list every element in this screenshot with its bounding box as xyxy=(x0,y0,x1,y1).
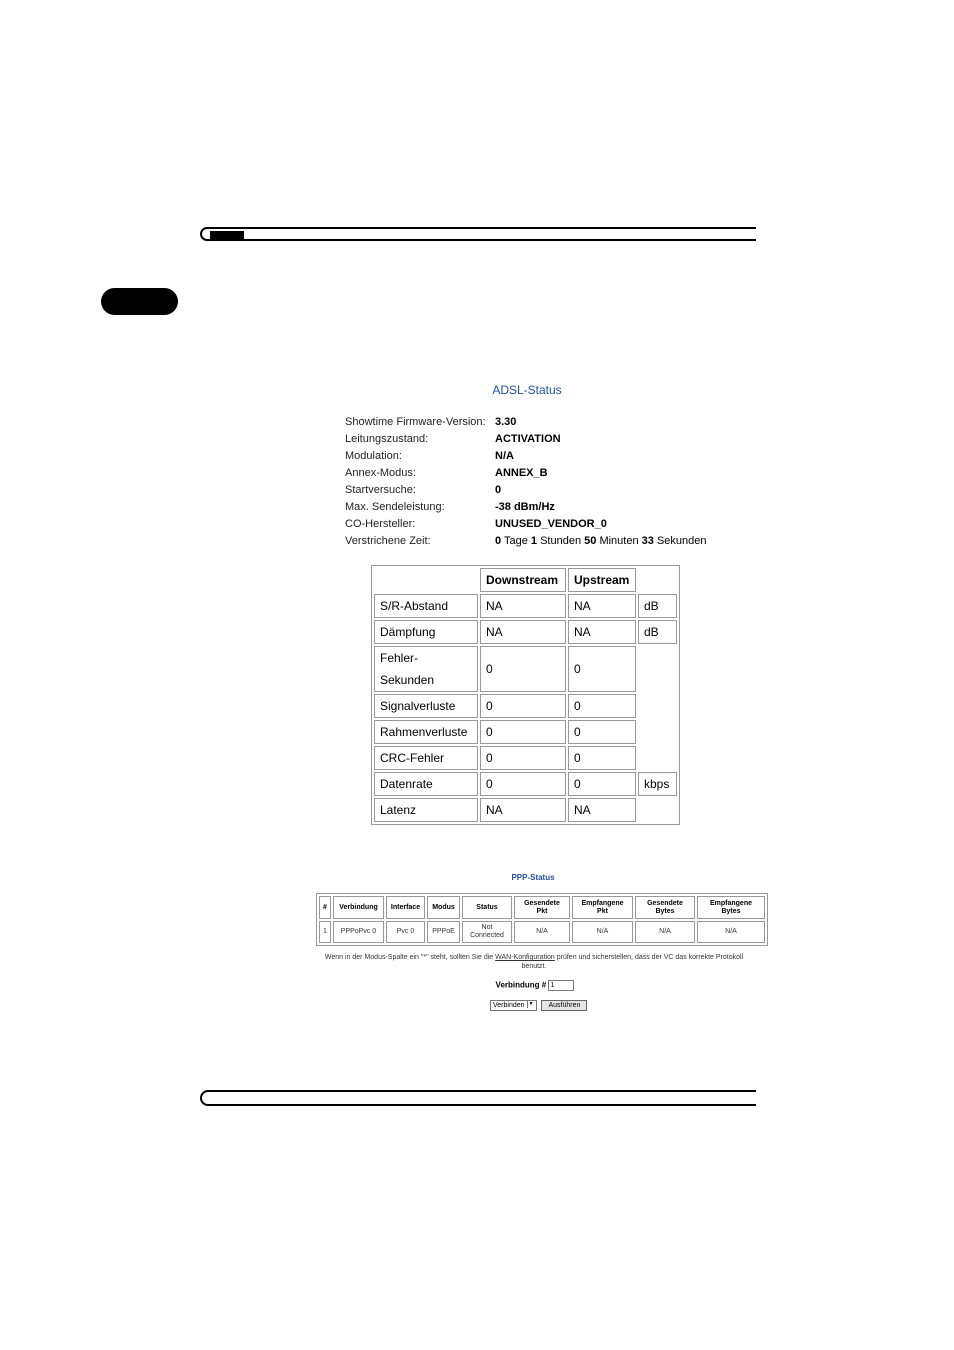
sent-bytes-cell: N/A xyxy=(635,921,695,943)
unit-cell: kbps xyxy=(638,772,677,796)
downstream-value: 0 xyxy=(480,694,566,718)
downstream-value: 0 xyxy=(480,720,566,744)
chapter-tab xyxy=(101,288,178,315)
connection-number-row xyxy=(0,980,954,991)
adsl-stats-table xyxy=(371,565,680,825)
info-value: UNUSED_VENDOR_0 xyxy=(495,518,607,530)
row-label: Datenrate xyxy=(374,772,478,796)
downstream-value: 0 xyxy=(480,646,566,692)
table-row xyxy=(374,620,677,644)
row-label: Signalverluste xyxy=(374,694,478,718)
info-row xyxy=(345,431,707,448)
info-label: Max. Sendeleistung: xyxy=(345,501,445,513)
elapsed-minutes-unit: Minuten xyxy=(599,535,639,547)
wan-config-link[interactable]: WAN-Konfiguration xyxy=(495,954,555,961)
row-label: Rahmenverluste xyxy=(374,720,478,744)
table-header-row xyxy=(319,896,765,919)
elapsed-days: 0 xyxy=(495,535,502,547)
footer-rule xyxy=(200,1090,756,1106)
info-label: Annex-Modus: xyxy=(345,467,416,479)
downstream-value: 0 xyxy=(480,772,566,796)
upstream-value: NA xyxy=(568,620,636,644)
mode-cell: PPPoE xyxy=(427,921,460,943)
info-value: 0 xyxy=(495,484,502,496)
info-label: Verstrichene Zeit: xyxy=(345,535,431,547)
row-label: S/R-Abstand xyxy=(374,594,478,618)
row-label: Dämpfung xyxy=(374,620,478,644)
run-button[interactable]: Ausführen xyxy=(541,1000,587,1011)
upstream-value: 0 xyxy=(568,720,636,744)
num-cell: 1 xyxy=(319,921,331,943)
sent-bytes-header: Gesendete Bytes xyxy=(635,896,695,919)
recv-bytes-cell: N/A xyxy=(697,921,765,943)
elapsed-seconds-unit: Sekunden xyxy=(656,535,707,547)
info-row xyxy=(345,465,707,482)
info-label: Leitungszustand: xyxy=(345,433,429,445)
info-label: Startversuche: xyxy=(345,484,416,496)
adsl-info-list xyxy=(345,414,707,550)
info-row xyxy=(345,499,707,516)
table-row xyxy=(374,798,677,822)
upstream-header: Upstream xyxy=(568,568,636,592)
row-label: Fehler-Sekunden xyxy=(374,646,478,692)
table-header-row xyxy=(374,568,677,592)
recv-bytes-header: Empfangene Bytes xyxy=(697,896,765,919)
sent-pkt-cell: N/A xyxy=(514,921,570,943)
ppp-hint-text: Wenn in der Modus-Spalte ein "*" steht, sollten Sie die WAN-Konfiguration prüfen und sicherstellen, dass der VC das korrekte Protokoll benutzt. xyxy=(324,954,744,970)
elapsed-days-unit: Tage xyxy=(503,535,528,547)
info-row xyxy=(345,414,707,431)
mode-header: Modus xyxy=(427,896,460,919)
connection-header: Verbindung xyxy=(333,896,384,919)
connection-cell: PPPoPvc 0 xyxy=(333,921,384,943)
table-row xyxy=(374,746,677,770)
elapsed-hours-unit: Stunden xyxy=(540,535,582,547)
header-rule xyxy=(200,227,756,241)
table-row xyxy=(374,772,677,796)
unit-cell: dB xyxy=(638,620,677,644)
recv-pkt-header: Empfangene Pkt xyxy=(572,896,633,919)
table-row xyxy=(374,694,677,718)
info-row xyxy=(345,516,707,533)
info-label: Showtime Firmware-Version: xyxy=(345,416,486,428)
downstream-value: NA xyxy=(480,798,566,822)
table-row xyxy=(374,594,677,618)
upstream-value: NA xyxy=(568,594,636,618)
upstream-value: NA xyxy=(568,798,636,822)
interface-header: Interface xyxy=(386,896,425,919)
elapsed-minutes: 50 xyxy=(584,535,597,547)
recv-pkt-cell: N/A xyxy=(572,921,633,943)
info-value: -38 dBm/Hz xyxy=(495,501,555,513)
upstream-value: 0 xyxy=(568,694,636,718)
info-value: N/A xyxy=(495,450,514,462)
downstream-value: NA xyxy=(480,620,566,644)
upstream-value: 0 xyxy=(568,746,636,770)
ppp-status-title: PPP-Status xyxy=(511,873,555,882)
sent-pkt-header: Gesendete Pkt xyxy=(514,896,570,919)
row-label: Latenz xyxy=(374,798,478,822)
elapsed-seconds: 33 xyxy=(641,535,654,547)
downstream-value: NA xyxy=(480,594,566,618)
table-row xyxy=(319,921,765,943)
table-row xyxy=(374,720,677,744)
num-header: # xyxy=(319,896,331,919)
downstream-header: Downstream xyxy=(480,568,566,592)
connection-number-label: Verbindung # xyxy=(495,980,547,990)
info-label: CO-Hersteller: xyxy=(345,518,416,530)
ppp-status-table xyxy=(316,893,768,946)
interface-cell: Pvc 0 xyxy=(386,921,425,943)
header-tab xyxy=(210,231,244,241)
row-label: CRC-Fehler xyxy=(374,746,478,770)
action-controls xyxy=(490,1000,587,1011)
info-value: 3.30 xyxy=(495,416,517,428)
table-row xyxy=(374,646,677,692)
info-row xyxy=(345,482,707,499)
upstream-value: 0 xyxy=(568,772,636,796)
info-value: ACTIVATION xyxy=(495,433,561,445)
chevron-down-icon: ▼ xyxy=(527,1001,535,1008)
info-row xyxy=(345,448,707,465)
info-label: Modulation: xyxy=(345,450,402,462)
unit-cell: dB xyxy=(638,594,677,618)
action-select[interactable]: Verbinden ▼ xyxy=(490,1000,537,1011)
info-value: ANNEX_B xyxy=(495,467,548,479)
adsl-status-title: ADSL-Status xyxy=(492,383,562,397)
downstream-value: 0 xyxy=(480,746,566,770)
elapsed-time-row xyxy=(345,533,707,550)
connection-number-input[interactable] xyxy=(548,980,574,991)
status-header: Status xyxy=(462,896,512,919)
status-cell: Not Connected xyxy=(462,921,512,943)
upstream-value: 0 xyxy=(568,646,636,692)
elapsed-hours: 1 xyxy=(530,535,538,547)
